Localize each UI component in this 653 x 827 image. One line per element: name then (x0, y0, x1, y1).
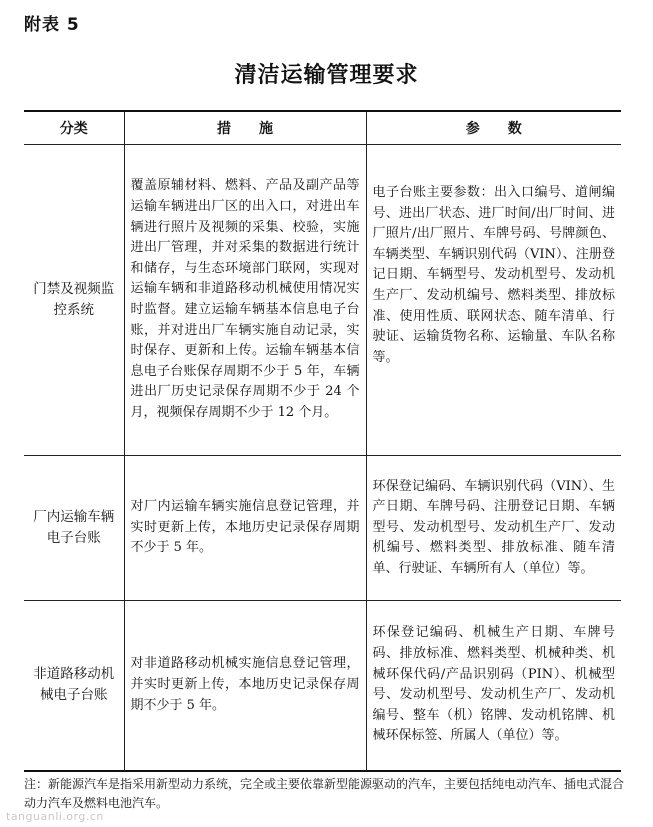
column-header-category: 分类 (24, 111, 124, 145)
parameters-cell: 环保登记编码、车辆识别代码（VIN）、生产日期、车牌号码、注册登记日期、车辆型号、发动机型号、发动机生产厂、发动机编号、燃料类型、排放标准、随车清单、行驶证、车辆所有人（单位）等。 (366, 456, 621, 601)
measures-cell: 对非道路移动机械实施信息登记管理，并实时更新上传，本地历史记录保存周期不少于 5 年。 (124, 601, 366, 771)
column-header-measures: 措 施 (124, 111, 366, 145)
footnote: 注：新能源汽车是指采用新型动力系统，完全或主要依靠新型能源驱动的汽车，主要包括纯电动汽车、插电式混合动力汽车及燃料电池汽车。 (24, 777, 625, 810)
requirements-table (24, 110, 621, 772)
category-cell: 非道路移动机械电子台账 (24, 601, 124, 771)
parameters-cell: 环保登记编码、机械生产日期、车牌号码、排放标准、燃料类型、机械种类、机械环保代码/产品识别码（PIN）、机械型号、发动机型号、发动机生产厂、发动机编号、整车（机）铭牌、发动机铭牌、机械环保标签、所属人（单位）等。 (366, 601, 621, 771)
column-header-parameters: 参 数 (366, 111, 621, 145)
appendix-label: 附表 5 (24, 15, 80, 35)
parameters-cell: 电子台账主要参数：出入口编号、道闸编号、进出厂状态、进厂时间/出厂时间、进厂照片/出厂照片、车牌号码、号牌颜色、车辆类型、车辆识别代码（VIN）、注册登记日期、车辆型号、发动机型号、发动机生产厂、发动机编号、燃料类型、排放标准、使用性质、联网状态、随车清单、行驶证、运输货物名称、运输量、车队名称等。 (366, 145, 621, 456)
table-row (24, 601, 621, 771)
category-cell: 门禁及视频监控系统 (24, 145, 124, 456)
measures-cell: 覆盖原辅材料、燃料、产品及副产品等运输车辆进出厂区的出入口，对进出车辆进行照片及视频的采集、校验，实施进出厂管理，并对采集的数据进行统计和储存，与生态环境部门联网，实现对运输车辆和非道路移动机械使用情况实时监督。建立运输车辆基本信息电子台账，并对进出厂车辆实施自动记录，实时保存、更新和上传。运输车辆基本信息电子台账保存周期不少于 5 年，车辆进出厂历史记录保存周期不少于 24 个月，视频保存周期不少于 12 个月。 (124, 145, 366, 456)
table-row (24, 145, 621, 456)
category-cell: 厂内运输车辆电子台账 (24, 456, 124, 601)
measures-cell: 对厂内运输车辆实施信息登记管理，并实时更新上传，本地历史记录保存周期不少于 5 年。 (124, 456, 366, 601)
table-row (24, 456, 621, 601)
watermark-text: tanguanli.org.cn (6, 810, 104, 823)
table-header-row (24, 111, 621, 145)
document-title: 清洁运输管理要求 (234, 63, 419, 88)
